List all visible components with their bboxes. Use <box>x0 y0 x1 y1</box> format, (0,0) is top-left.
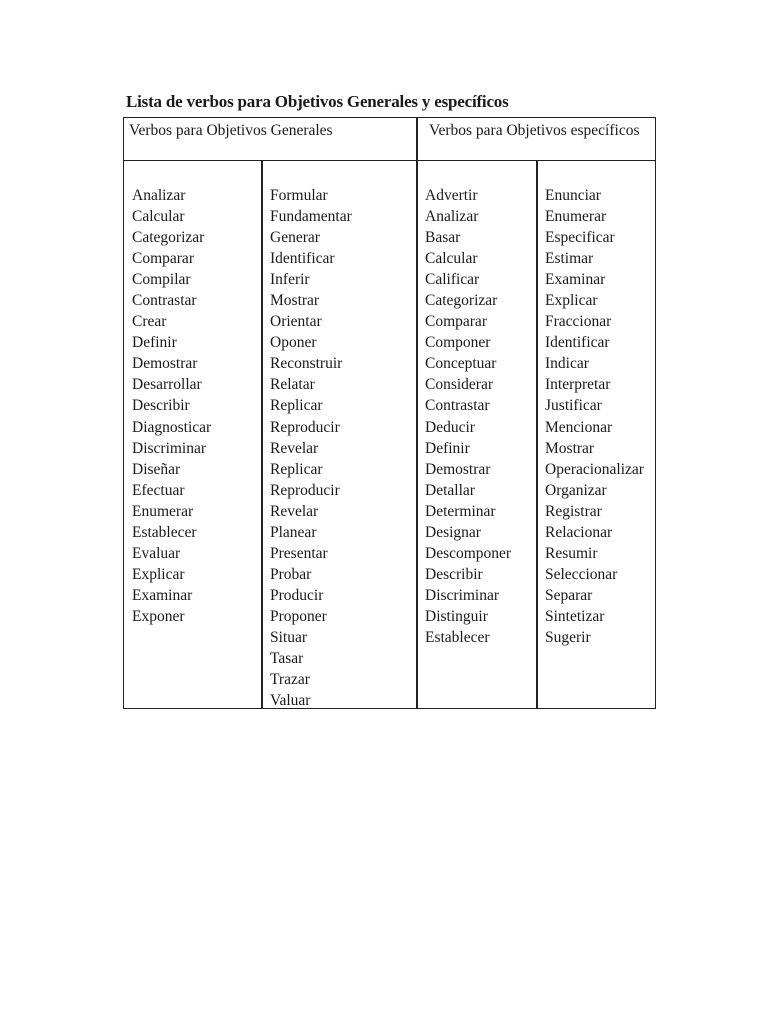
verb-item: Organizar <box>545 481 607 499</box>
verb-item: Distinguir <box>425 607 488 625</box>
verb-item: Valuar <box>270 692 311 710</box>
verb-item: Justificar <box>545 397 602 415</box>
verb-item: Calcular <box>425 250 478 268</box>
verb-item: Exponer <box>132 607 185 625</box>
verb-item: Reproducir <box>270 418 340 436</box>
specific-verbs-column-2 <box>545 185 644 648</box>
verb-item: Mostrar <box>545 439 595 457</box>
verb-item: Categorizar <box>132 229 205 247</box>
verb-item: Probar <box>270 565 312 583</box>
verb-item: Diagnosticar <box>132 418 212 436</box>
verb-item: Comparar <box>425 313 487 331</box>
verb-item: Tasar <box>270 650 304 668</box>
verb-item: Reconstruir <box>270 355 343 373</box>
verb-item: Situar <box>270 628 308 646</box>
verb-item: Describir <box>425 565 483 583</box>
verb-item: Fundamentar <box>270 208 352 226</box>
verb-item: Definir <box>132 334 177 352</box>
verb-item: Identificar <box>545 334 610 352</box>
verb-item: Demostrar <box>132 355 198 373</box>
verb-item: Revelar <box>270 439 319 457</box>
column-divider-specific <box>536 161 538 708</box>
verb-item: Seleccionar <box>545 565 618 583</box>
verb-item: Analizar <box>425 208 479 226</box>
verb-item: Operacionalizar <box>545 460 644 478</box>
verb-item: Enunciar <box>545 187 601 204</box>
verb-item: Efectuar <box>132 481 185 499</box>
verb-item: Establecer <box>425 628 490 646</box>
verb-item: Producir <box>270 586 324 604</box>
verb-item: Sugerir <box>545 628 591 646</box>
verb-item: Definir <box>425 439 470 457</box>
verb-item: Replicar <box>270 460 323 478</box>
verb-item: Separar <box>545 586 593 604</box>
verb-item: Enumerar <box>545 208 607 226</box>
verb-item: Relatar <box>270 376 315 394</box>
verb-item: Determinar <box>425 502 496 520</box>
verb-item: Calificar <box>425 271 480 289</box>
verb-table <box>123 117 656 709</box>
verb-item: Considerar <box>425 376 494 394</box>
page-title: Lista de verbos para Objetivos Generales y específicos <box>126 92 509 111</box>
verb-item: Resumir <box>545 544 598 562</box>
verb-item: Contrastar <box>425 397 490 415</box>
verb-item: Compilar <box>132 271 191 289</box>
verb-item: Examinar <box>545 271 606 289</box>
verb-item: Inferir <box>270 271 310 289</box>
table-header-row <box>124 118 655 161</box>
verb-item: Mostrar <box>270 292 320 310</box>
verb-item: Estimar <box>545 250 594 268</box>
verb-item: Componer <box>425 334 491 352</box>
verb-item: Evaluar <box>132 544 181 562</box>
verb-item: Deducir <box>425 418 475 436</box>
verb-item: Discriminar <box>425 586 500 604</box>
specific-verbs-column-1 <box>425 185 511 648</box>
verb-item: Basar <box>425 229 461 247</box>
verb-item: Fraccionar <box>545 313 612 331</box>
verb-item: Explicar <box>132 565 185 583</box>
verb-item: Advertir <box>425 187 478 204</box>
verb-item: Generar <box>270 229 320 247</box>
verb-item: Establecer <box>132 523 197 541</box>
verb-item: Contrastar <box>132 292 197 310</box>
verb-item: Detallar <box>425 481 475 499</box>
verb-item: Interpretar <box>545 376 611 394</box>
verb-item: Describir <box>132 397 190 415</box>
verb-item: Presentar <box>270 544 328 562</box>
verb-item: Analizar <box>132 187 186 204</box>
verb-item: Registrar <box>545 502 602 520</box>
verb-item: Formular <box>270 187 328 204</box>
verb-item: Categorizar <box>425 292 498 310</box>
verb-item: Orientar <box>270 313 322 331</box>
verb-item: Planear <box>270 523 317 541</box>
verb-item: Explicar <box>545 292 598 310</box>
verb-item: Examinar <box>132 586 193 604</box>
general-verbs-column-2 <box>270 185 352 711</box>
verb-item: Comparar <box>132 250 194 268</box>
verb-item: Reproducir <box>270 481 340 499</box>
verb-item: Crear <box>132 313 167 331</box>
verb-item: Conceptuar <box>425 355 497 373</box>
verb-item: Identificar <box>270 250 335 268</box>
verb-item: Discriminar <box>132 439 207 457</box>
header-specific-objectives: Verbos para Objetivos específicos <box>429 122 640 139</box>
column-divider-general <box>261 161 263 708</box>
verb-item: Mencionar <box>545 418 613 436</box>
column-divider-main <box>416 118 418 708</box>
verb-item: Trazar <box>270 671 310 689</box>
verb-item: Descomponer <box>425 544 512 562</box>
verb-item: Proponer <box>270 607 327 625</box>
verb-item: Relacionar <box>545 523 613 541</box>
verb-item: Calcular <box>132 208 185 226</box>
verb-item: Replicar <box>270 397 323 415</box>
header-general-objectives: Verbos para Objetivos Generales <box>129 122 333 139</box>
verb-item: Demostrar <box>425 460 491 478</box>
verb-item: Enumerar <box>132 502 194 520</box>
verb-item: Designar <box>425 523 481 541</box>
verb-item: Diseñar <box>132 460 181 478</box>
general-verbs-column-1 <box>132 185 211 627</box>
verb-item: Oponer <box>270 334 317 352</box>
verb-item: Especificar <box>545 229 615 247</box>
verb-item: Indicar <box>545 355 589 373</box>
verb-item: Sintetizar <box>545 607 605 625</box>
verb-item: Desarrollar <box>132 376 202 394</box>
verb-item: Revelar <box>270 502 319 520</box>
